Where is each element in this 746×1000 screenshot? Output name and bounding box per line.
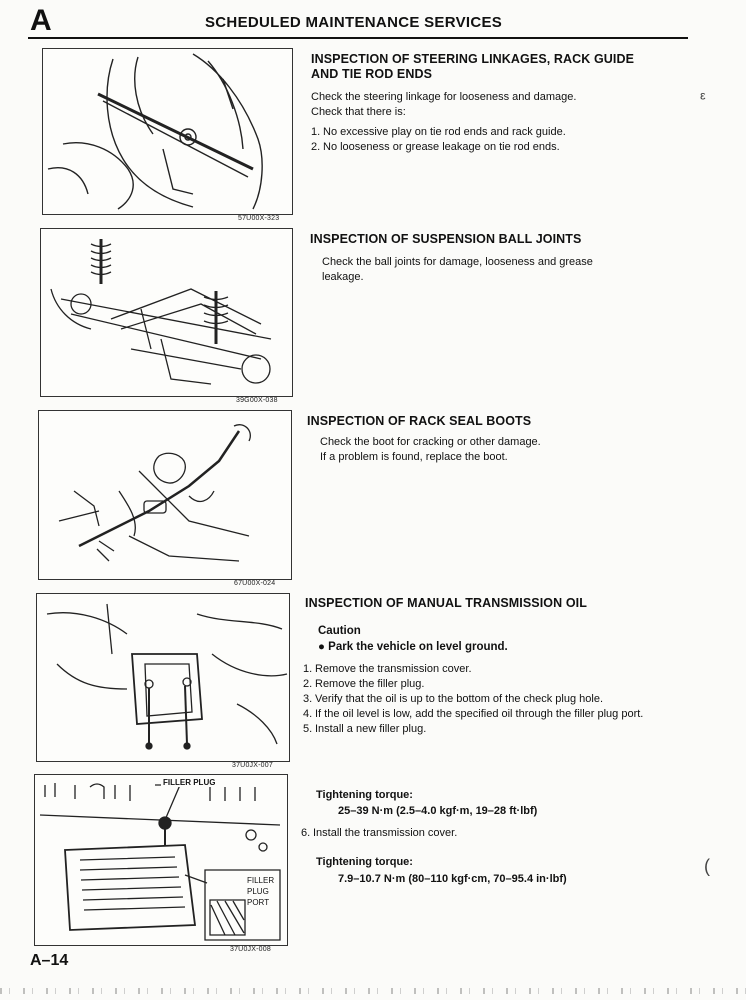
figure-code: 57U00X-323 (238, 215, 280, 222)
scan-mark: ᵋ (700, 88, 706, 108)
figure-transmission-cover (36, 593, 290, 762)
scan-mark: ( (704, 856, 710, 876)
rack-boots-body: Check the boot for cracking or other damage. If a problem is found, replace the boot. (320, 436, 541, 463)
page-title: SCHEDULED MAINTENANCE SERVICES (205, 14, 503, 31)
steering-checklist (311, 125, 566, 155)
list-item: 2. No looseness or grease leakage on tie rod ends. (311, 141, 560, 153)
filler-plug-label: FILLER PLUG (163, 778, 216, 787)
figure-filler-plug (34, 774, 288, 946)
figure-rack-boots (38, 410, 292, 580)
scan-noise (0, 988, 746, 994)
figure-steering-linkage (42, 48, 293, 215)
figure-code: 37U0JX-008 (230, 946, 271, 953)
trans-oil-step-6 (301, 826, 457, 841)
list-item: 6. Install the transmission cover. (301, 827, 458, 839)
ball-joints-body: Check the ball joints for damage, looseness and grease leakage. (322, 256, 593, 283)
list-item: 4. If the oil level is low, add the specified oil through the filler plug port. (303, 708, 644, 720)
filler-plug-illustration (35, 775, 287, 945)
header-rule (28, 37, 688, 39)
rack-boots-heading: INSPECTION OF RACK SEAL BOOTS (307, 414, 532, 428)
page-number: A–14 (30, 952, 69, 969)
figure-code: 67U00X-024 (234, 580, 276, 587)
filler-plug-port-label: FILLER PLUG PORT (247, 876, 275, 907)
list-item: 1. Remove the transmission cover. (303, 663, 472, 675)
suspension-illustration (41, 229, 292, 396)
transmission-cover-illustration (37, 594, 289, 761)
steering-intro: Check the steering linkage for looseness and damage. Check that there is: (311, 91, 577, 118)
figure-code: 39G00X-038 (236, 397, 278, 404)
list-item: 1. No excessive play on tie rod ends and rack guide. (311, 126, 566, 138)
figure-code: 37U0JX-007 (232, 762, 273, 769)
trans-oil-heading: INSPECTION OF MANUAL TRANSMISSION OIL (305, 596, 587, 610)
steering-heading: INSPECTION OF STEERING LINKAGES, RACK GUIDE AND TIE ROD ENDS (311, 52, 635, 81)
figure-suspension (40, 228, 293, 397)
trans-oil-steps (303, 662, 683, 737)
ball-joints-heading: INSPECTION OF SUSPENSION BALL JOINTS (310, 232, 582, 246)
caution-label: Caution (318, 625, 361, 637)
list-item: 5. Install a new filler plug. (303, 723, 427, 735)
section-letter: A (30, 4, 51, 37)
torque-label: Tightening torque: (316, 789, 413, 801)
rack-boots-illustration (39, 411, 291, 579)
steering-linkage-illustration (43, 49, 292, 214)
list-item: 3. Verify that the oil is up to the bottom of the check plug hole. (303, 693, 604, 705)
list-item: 2. Remove the filler plug. (303, 678, 425, 690)
torque-value: 7.9–10.7 N·m (80–110 kgf·cm, 70–95.4 in·lbf) (338, 873, 567, 885)
torque-label: Tightening torque: (316, 856, 413, 868)
caution-item: ● Park the vehicle on level ground. (318, 641, 508, 653)
torque-value: 25–39 N·m (2.5–4.0 kgf·m, 19–28 ft·lbf) (338, 805, 538, 817)
